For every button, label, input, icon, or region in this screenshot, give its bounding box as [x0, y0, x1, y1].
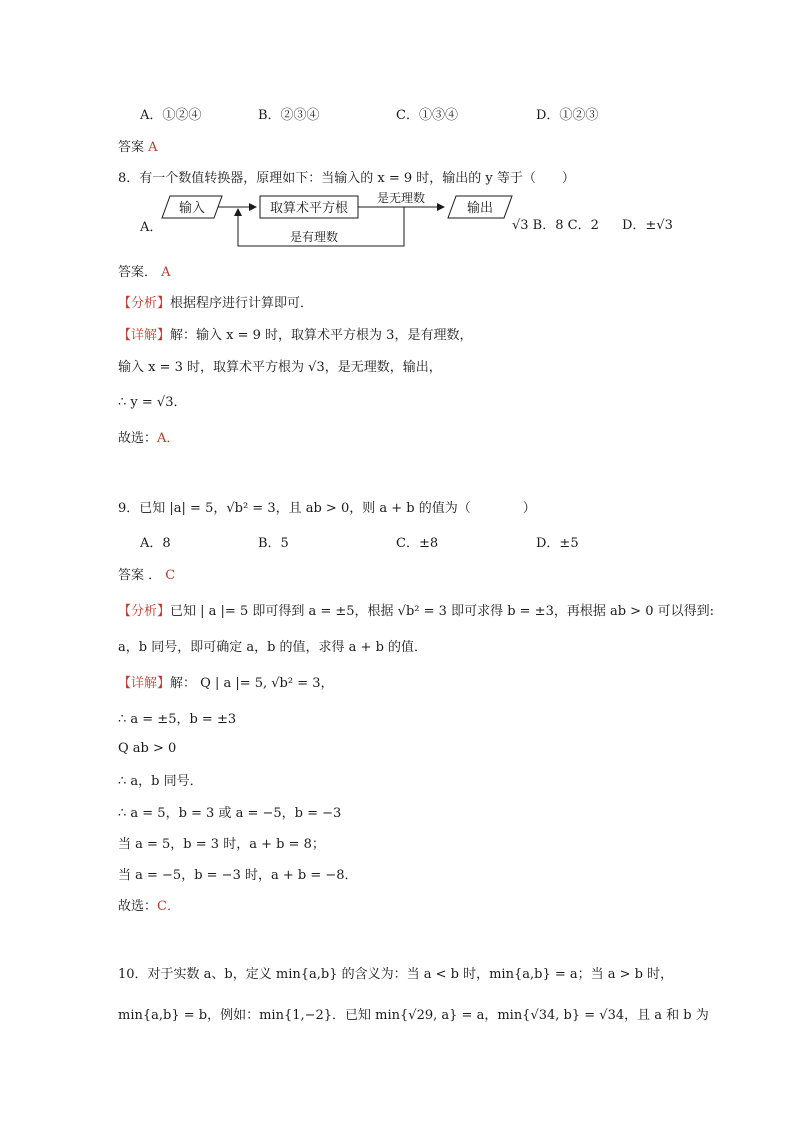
q8-choice-a: A．	[140, 220, 163, 235]
q9-detail-5: ∴ a = 5，b = 3 或 a = −5，b = −3	[118, 806, 342, 821]
q8-analysis-tag: 【分析】	[118, 296, 171, 311]
q10-line-2: min{a,b} = b，例如：min{1,−2}．已知 min{√29, a} = a，min{√34, b} = √34，且 a 和 b 为	[118, 1008, 709, 1023]
q8-choice-d: D．±√3	[622, 218, 673, 233]
q9-answer-label: 答案 ．	[118, 568, 162, 583]
q8-detail-2: 输入 x = 3 时，取算术平方根为 √3，是无理数，输出，	[118, 360, 442, 375]
q9-conclusion	[118, 895, 180, 914]
q9-analysis-tag: 【分析】	[118, 604, 171, 619]
q10-line-1: 10．对于实数 a、b，定义 min{a,b} 的含义为：当 a < b 时，min{a,b} = a；当 a > b 时，	[118, 967, 674, 982]
q9-analysis-1-text: 已知 | a |= 5 即可得到 a = ±5，根据 √b² = 3 即可求得 b = ±3，再根据 ab > 0 可以得到:	[170, 604, 714, 619]
q9-choice-d: D．±5	[536, 536, 579, 551]
q8-conclusion	[118, 427, 179, 446]
q8-choices-tail: √3 B．8 C．2	[512, 218, 599, 233]
q8-flowchart	[118, 190, 518, 260]
q7-answer-value: A	[148, 140, 158, 155]
q8-analysis	[118, 292, 313, 311]
q7-choices	[140, 104, 700, 122]
q9-detail-2: ∴ a = ±5，b = ±3	[118, 712, 237, 727]
q8-detail-3: ∴ y = √3．	[118, 395, 187, 410]
q8-detail-1	[118, 324, 472, 343]
flow-output-label: 输出	[466, 201, 494, 216]
q7-choice-d: D．①②③	[536, 108, 599, 123]
q9-detail-1-text: 解： Q | a |= 5, √b² = 3，	[170, 676, 334, 691]
q9-detail-4: ∴ a，b 同号．	[118, 774, 203, 789]
q9-detail-1	[118, 672, 334, 691]
q8-answer-value: A	[161, 265, 171, 280]
q8-conclusion-value: A．	[157, 431, 180, 446]
q8-analysis-text: 根据程序进行计算即可．	[170, 296, 314, 311]
q8-stem: 8．有一个数值转换器，原理如下：当输入的 x = 9 时，输出的 y 等于（ ）	[118, 171, 575, 186]
q8-conclusion-label: 故选：	[118, 431, 158, 446]
q9-detail-tag: 【详解】	[118, 676, 171, 691]
q7-choice-c: C．①③④	[396, 108, 458, 123]
q9-choice-c: C．±8	[396, 536, 439, 551]
q8-detail-1-text: 解：输入 x = 9 时，取算术平方根为 3，是有理数，	[170, 328, 473, 343]
q7-answer-label: 答案	[118, 140, 145, 155]
flow-rational-label: 是有理数	[289, 230, 339, 244]
q7-choice-a: A．①②④	[140, 108, 202, 123]
q8-detail-tag: 【详解】	[118, 328, 171, 343]
q9-answer-value: C	[165, 568, 176, 583]
flow-input-label: 输入	[178, 201, 206, 216]
q9-answer	[118, 564, 175, 583]
flow-process-label: 取算术平方根	[269, 201, 349, 216]
q9-choice-a: A．8	[140, 536, 171, 551]
q9-conclusion-value: C．	[157, 899, 180, 914]
q9-analysis-1	[118, 600, 714, 619]
q8-answer-label: 答案．	[118, 265, 158, 280]
q9-conclusion-label: 故选：	[118, 899, 158, 914]
q9-choices	[140, 532, 700, 550]
q9-analysis-2: a，b 同号，即可确定 a，b 的值，求得 a + b 的值．	[118, 640, 428, 655]
q9-stem: 9．已知 |a| = 5，√b² = 3，且 ab > 0，则 a + b 的值为（ ）	[118, 501, 536, 516]
q8-answer	[118, 261, 171, 280]
q9-detail-3: Q ab > 0	[118, 741, 177, 756]
q9-detail-6: 当 a = 5，b = 3 时，a + b = 8；	[118, 837, 325, 852]
q7-answer	[118, 136, 158, 155]
q9-detail-7: 当 a = −5，b = −3 时，a + b = −8．	[118, 868, 358, 883]
q9-choice-b: B．5	[258, 536, 289, 551]
q7-choice-b: B．②③④	[258, 108, 320, 123]
flow-irrational-label: 是无理数	[376, 191, 426, 205]
